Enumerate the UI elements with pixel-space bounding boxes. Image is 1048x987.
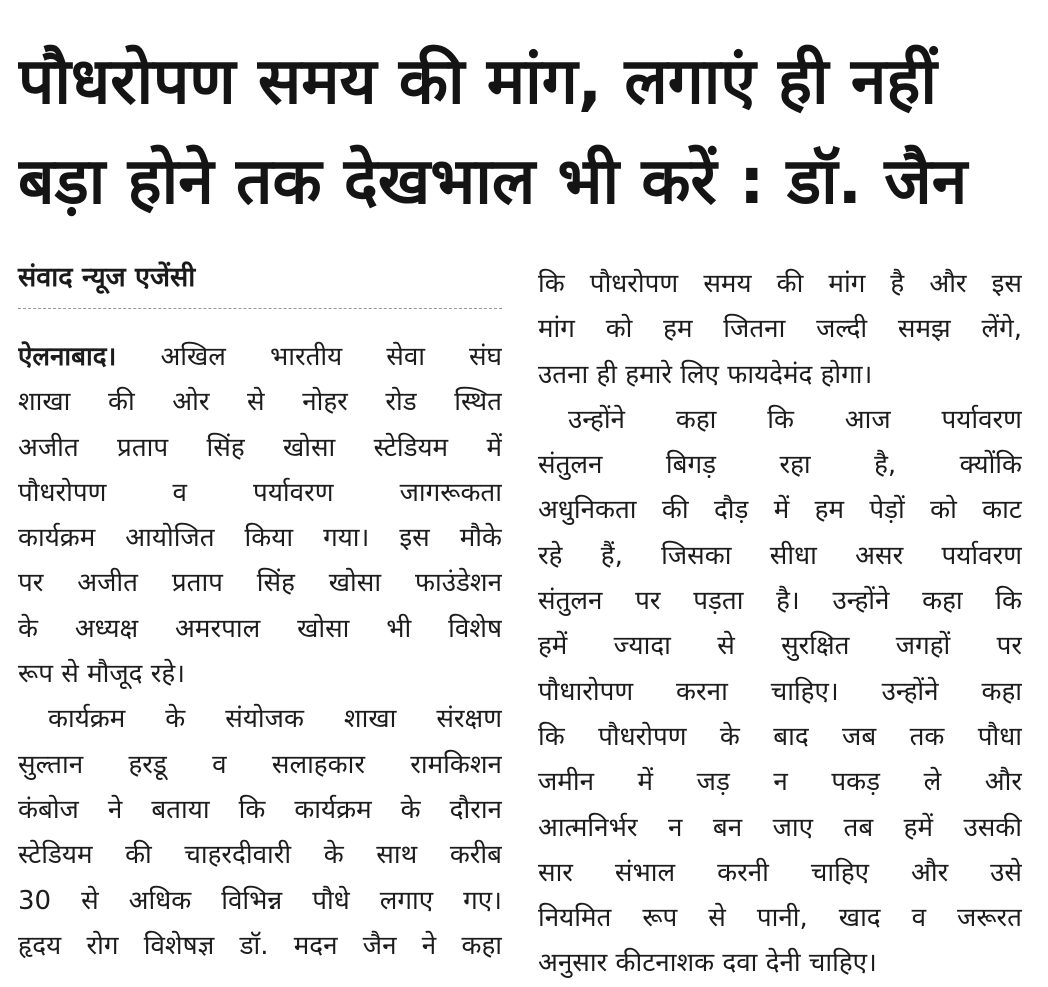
article-line-text: अखिल भारतीय सेवा संघ (116, 342, 502, 372)
article-line: रूप से मौजूद रहे। (18, 659, 186, 690)
article-line: जमीन में जड़ न पकड़ ले और (538, 767, 1022, 798)
article-line: पर अजीत प्रताप सिंह खोसा फाउंडेशन (18, 568, 502, 599)
article-line: कार्यक्रम के संयोजक शाखा संरक्षण (48, 704, 502, 735)
headline-line-1: पौधरोपण समय की मांग, लगाएं ही नहीं (18, 45, 937, 119)
article-line: उन्होंने कहा कि आज पर्यावरण (568, 404, 1022, 435)
left-column (18, 258, 502, 969)
article-line: संतुलन पर पड़ता है। उन्होंने कहा कि (538, 586, 1022, 617)
article-line: संतुलन बिगड़ रहा है, क्योंकि (538, 450, 1022, 481)
article-line: स्टेडियम की चाहरदीवारी के साथ करीब (18, 840, 502, 871)
article-line (18, 335, 502, 380)
article-line: नियमित रूप से पानी, खाद व जरूरत (538, 903, 1022, 934)
article-line: 30 से अधिक विभिन्न पौधे लगाए गए। (18, 885, 502, 916)
article-line: पौधारोपण करना चाहिए। उन्होंने कहा (538, 676, 1022, 707)
article-line: मांग को हम जितना जल्दी समझ लेंगे, (538, 314, 1022, 345)
dateline: ऐलनाबाद। (18, 342, 117, 372)
byline-divider (18, 308, 502, 309)
article-line: आत्मनिर्भर न बन जाए तब हमें उसकी (538, 812, 1022, 843)
article-line: सार संभाल करनी चाहिए और उसे (538, 857, 1022, 888)
article-line: कार्यक्रम आयोजित किया गया। इस मौके (18, 523, 502, 554)
article-line: उतना ही हमारे लिए फायदेमंद होगा। (538, 359, 873, 390)
article-line: हृदय रोग विशेषज्ञ डॉ. मदन जैन ने कहा (18, 930, 502, 961)
article-line: रहे हैं, जिसका सीधा असर पर्यावरण (538, 540, 1022, 571)
article-line: शाखा की ओर से नोहर रोड स्थित (18, 387, 502, 418)
article-line: हमें ज्यादा से सुरक्षित जगहों पर (538, 631, 1022, 662)
right-column (538, 262, 1022, 987)
byline: संवाद न्यूज एजेंसी (18, 262, 196, 293)
article-line: पौधरोपण व पर्यावरण जागरूकता (18, 477, 502, 508)
article-line: अजीत प्रताप सिंह खोसा स्टेडियम में (18, 432, 502, 463)
article-line: कि पौधरोपण समय की मांग है और इस (538, 269, 1022, 299)
article-line: कि पौधरोपण के बाद जब तक पौधा (538, 721, 1022, 752)
headline (18, 32, 1030, 232)
headline-line-2: बड़ा होने तक देखभाल भी करें : डॉ. जैन (18, 145, 968, 219)
article-line: कंबोज ने बताया कि कार्यक्रम के दौरान (18, 794, 502, 825)
article-line: सुल्तान हरडू व सलाहकार रामकिशन (18, 749, 502, 780)
article-line: के अध्यक्ष अमरपाल खोसा भी विशेष (18, 613, 502, 644)
article-line: अनुसार कीटनाशक दवा देनी चाहिए। (538, 948, 877, 979)
article-line: अधुनिकता की दौड़ में हम पेड़ों को काट (538, 495, 1022, 526)
